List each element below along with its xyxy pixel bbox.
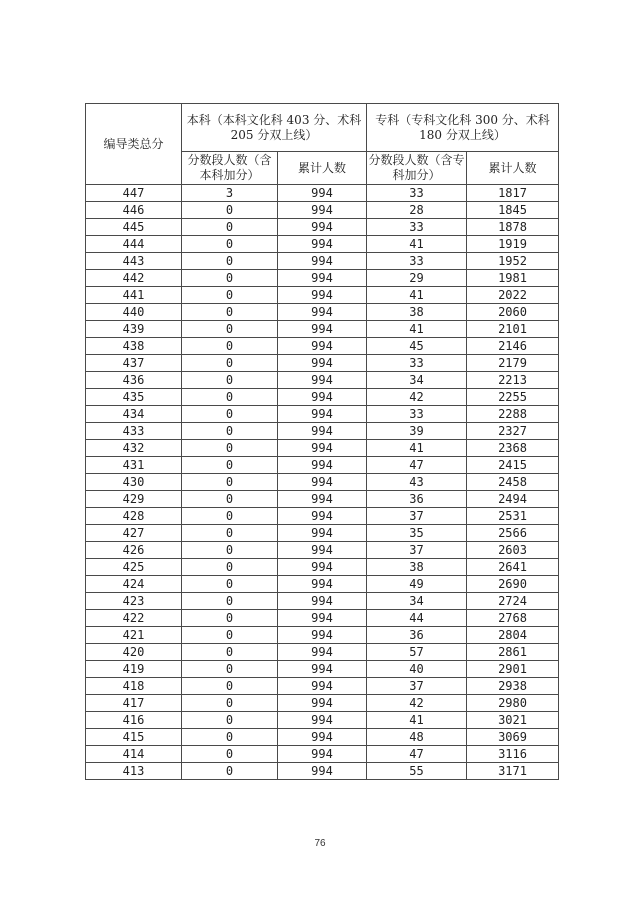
table-row: [86, 644, 559, 661]
college-segment-cell: 33: [367, 185, 467, 202]
undergrad-segment-cell: 0: [182, 746, 278, 763]
score-cell: 438: [86, 338, 182, 355]
undergrad-segment-cell: 0: [182, 525, 278, 542]
table-row: [86, 610, 559, 627]
undergrad-group-header: 本科（本科文化科 403 分、术科 205 分双上线）: [182, 104, 367, 152]
score-cell: 422: [86, 610, 182, 627]
table-row: [86, 491, 559, 508]
undergrad-segment-cell: 0: [182, 763, 278, 780]
undergrad-segment-cell: 0: [182, 542, 278, 559]
score-cell: 432: [86, 440, 182, 457]
college-group-header: 专科（专科文化科 300 分、术科 180 分双上线）: [367, 104, 559, 152]
college-cumulative-cell: 3069: [467, 729, 559, 746]
college-segment-cell: 41: [367, 440, 467, 457]
undergrad-segment-cell: 0: [182, 627, 278, 644]
undergrad-cumulative-cell: 994: [278, 746, 367, 763]
college-segment-cell: 29: [367, 270, 467, 287]
page-number: 76: [314, 838, 326, 849]
undergrad-cumulative-cell: 994: [278, 627, 367, 644]
undergrad-segment-cell: 0: [182, 236, 278, 253]
college-segment-cell: 42: [367, 695, 467, 712]
undergrad-segment-cell: 0: [182, 678, 278, 695]
table-row: [86, 185, 559, 202]
undergrad-segment-cell: 0: [182, 661, 278, 678]
table-row: [86, 542, 559, 559]
undergrad-segment-cell: 0: [182, 253, 278, 270]
undergrad-segment-cell: 0: [182, 491, 278, 508]
undergrad-cumulative-cell: 994: [278, 372, 367, 389]
college-segment-cell: 34: [367, 593, 467, 610]
score-cell: 444: [86, 236, 182, 253]
college-cumulative-cell: 2060: [467, 304, 559, 321]
college-segment-cell: 34: [367, 372, 467, 389]
college-segment-cell: 47: [367, 746, 467, 763]
college-segment-cell: 38: [367, 304, 467, 321]
undergrad-segment-cell: 0: [182, 372, 278, 389]
table-row: [86, 338, 559, 355]
undergrad-segment-cell: 0: [182, 610, 278, 627]
score-cell: 430: [86, 474, 182, 491]
undergrad-cumulative-cell: 994: [278, 236, 367, 253]
college-cumulative-cell: 2641: [467, 559, 559, 576]
undergrad-cumulative-cell: 994: [278, 304, 367, 321]
college-segment-cell: 49: [367, 576, 467, 593]
score-distribution-table: [85, 103, 559, 780]
score-cell: 413: [86, 763, 182, 780]
table-row: [86, 576, 559, 593]
undergrad-cumulative-cell: 994: [278, 729, 367, 746]
college-cumulative-cell: 1952: [467, 253, 559, 270]
undergrad-cumulative-cell: 994: [278, 610, 367, 627]
college-cumulative-cell: 2690: [467, 576, 559, 593]
table-row: [86, 202, 559, 219]
college-segment-cell: 47: [367, 457, 467, 474]
college-cumulative-cell: 2804: [467, 627, 559, 644]
college-cumulative-cell: 2494: [467, 491, 559, 508]
college-segment-cell: 36: [367, 491, 467, 508]
table-row: [86, 423, 559, 440]
college-segment-cell: 35: [367, 525, 467, 542]
undergrad-segment-cell: 0: [182, 338, 278, 355]
college-segment-cell: 37: [367, 542, 467, 559]
score-cell: 415: [86, 729, 182, 746]
college-cumulative-cell: 1845: [467, 202, 559, 219]
college-segment-cell: 41: [367, 712, 467, 729]
college-cumulative-cell: 1981: [467, 270, 559, 287]
college-cumulative-cell: 2531: [467, 508, 559, 525]
table-row: [86, 763, 559, 780]
college-cumulative-cell: 2368: [467, 440, 559, 457]
undergrad-cumulative-cell: 994: [278, 389, 367, 406]
score-cell: 416: [86, 712, 182, 729]
undergrad-cumulative-cell: 994: [278, 321, 367, 338]
college-cumulative-cell: 1817: [467, 185, 559, 202]
score-cell: 436: [86, 372, 182, 389]
undergrad-segment-cell: 0: [182, 406, 278, 423]
score-cell: 447: [86, 185, 182, 202]
score-cell: 445: [86, 219, 182, 236]
undergrad-cumulative-cell: 994: [278, 474, 367, 491]
college-cumulative-cell: 2022: [467, 287, 559, 304]
score-cell: 425: [86, 559, 182, 576]
college-cumulative-cell: 3021: [467, 712, 559, 729]
college-cumulative-cell: 3171: [467, 763, 559, 780]
table-row: [86, 389, 559, 406]
college-cumulative-cell: 2980: [467, 695, 559, 712]
table-row: [86, 729, 559, 746]
undergrad-segment-cell: 0: [182, 321, 278, 338]
undergrad-cumulative-cell: 994: [278, 508, 367, 525]
table-row: [86, 746, 559, 763]
undergrad-cumulative-cell: 994: [278, 712, 367, 729]
table-row: [86, 712, 559, 729]
college-cumulative-cell: 2288: [467, 406, 559, 423]
college-cumulative-cell: 2603: [467, 542, 559, 559]
undergrad-cumulative-cell: 994: [278, 661, 367, 678]
score-cell: 428: [86, 508, 182, 525]
undergrad-segment-cell: 0: [182, 457, 278, 474]
score-cell: 435: [86, 389, 182, 406]
undergrad-cumulative-cell: 994: [278, 593, 367, 610]
college-segment-cell: 36: [367, 627, 467, 644]
undergrad-cumulative-cell: 994: [278, 644, 367, 661]
undergrad-cumulative-cell: 994: [278, 695, 367, 712]
college-cumulative-cell: 2724: [467, 593, 559, 610]
undergrad-cumulative-cell: 994: [278, 525, 367, 542]
undergrad-segment-cell: 0: [182, 389, 278, 406]
undergrad-segment-cell: 0: [182, 287, 278, 304]
table-row: [86, 355, 559, 372]
college-cumulative-cell: 2566: [467, 525, 559, 542]
table-header-row: [86, 104, 559, 152]
undergrad-cumulative-cell: 994: [278, 542, 367, 559]
table-row: [86, 661, 559, 678]
college-segment-cell: 44: [367, 610, 467, 627]
undergrad-segment-cell: 0: [182, 474, 278, 491]
undergrad-segment-header: 分数段人数（含本科加分）: [182, 152, 278, 185]
college-segment-cell: 39: [367, 423, 467, 440]
college-segment-cell: 43: [367, 474, 467, 491]
undergrad-segment-cell: 0: [182, 355, 278, 372]
table-row: [86, 457, 559, 474]
score-cell: 440: [86, 304, 182, 321]
undergrad-segment-cell: 0: [182, 593, 278, 610]
score-cell: 424: [86, 576, 182, 593]
undergrad-cumulative-cell: 994: [278, 202, 367, 219]
undergrad-segment-cell: 0: [182, 644, 278, 661]
undergrad-cumulative-cell: 994: [278, 678, 367, 695]
table-row: [86, 627, 559, 644]
undergrad-cumulative-cell: 994: [278, 253, 367, 270]
undergrad-segment-cell: 0: [182, 576, 278, 593]
table-row: [86, 474, 559, 491]
college-segment-cell: 48: [367, 729, 467, 746]
college-segment-cell: 57: [367, 644, 467, 661]
college-cumulative-cell: 3116: [467, 746, 559, 763]
score-column-header: 编导类总分: [86, 104, 182, 185]
college-segment-cell: 37: [367, 508, 467, 525]
college-cumulative-cell: 2901: [467, 661, 559, 678]
college-segment-cell: 33: [367, 406, 467, 423]
undergrad-segment-cell: 0: [182, 304, 278, 321]
undergrad-cumulative-cell: 994: [278, 423, 367, 440]
score-cell: 431: [86, 457, 182, 474]
college-cumulative-cell: 2255: [467, 389, 559, 406]
score-cell: 437: [86, 355, 182, 372]
undergrad-segment-cell: 0: [182, 440, 278, 457]
college-cumulative-header: 累计人数: [467, 152, 559, 185]
college-segment-cell: 33: [367, 355, 467, 372]
college-segment-cell: 41: [367, 236, 467, 253]
college-segment-cell: 41: [367, 321, 467, 338]
score-cell: 442: [86, 270, 182, 287]
table-body: [86, 185, 559, 780]
undergrad-segment-cell: 0: [182, 559, 278, 576]
undergrad-cumulative-cell: 994: [278, 763, 367, 780]
score-cell: 423: [86, 593, 182, 610]
score-cell: 439: [86, 321, 182, 338]
college-segment-cell: 41: [367, 287, 467, 304]
score-cell: 419: [86, 661, 182, 678]
table-row: [86, 440, 559, 457]
college-cumulative-cell: 2415: [467, 457, 559, 474]
undergrad-cumulative-header: 累计人数: [278, 152, 367, 185]
college-cumulative-cell: 2938: [467, 678, 559, 695]
undergrad-cumulative-cell: 994: [278, 491, 367, 508]
college-cumulative-cell: 2179: [467, 355, 559, 372]
college-cumulative-cell: 2458: [467, 474, 559, 491]
table-row: [86, 559, 559, 576]
undergrad-segment-cell: 0: [182, 423, 278, 440]
college-segment-cell: 40: [367, 661, 467, 678]
college-segment-cell: 55: [367, 763, 467, 780]
table-row: [86, 678, 559, 695]
undergrad-cumulative-cell: 994: [278, 287, 367, 304]
college-segment-cell: 45: [367, 338, 467, 355]
college-segment-cell: 38: [367, 559, 467, 576]
score-cell: 433: [86, 423, 182, 440]
undergrad-segment-cell: 0: [182, 729, 278, 746]
table-row: [86, 219, 559, 236]
undergrad-cumulative-cell: 994: [278, 338, 367, 355]
score-cell: 420: [86, 644, 182, 661]
table-row: [86, 287, 559, 304]
table-row: [86, 270, 559, 287]
score-cell: 418: [86, 678, 182, 695]
score-cell: 426: [86, 542, 182, 559]
college-segment-cell: 28: [367, 202, 467, 219]
undergrad-cumulative-cell: 994: [278, 219, 367, 236]
college-cumulative-cell: 2213: [467, 372, 559, 389]
score-cell: 417: [86, 695, 182, 712]
college-cumulative-cell: 2327: [467, 423, 559, 440]
undergrad-cumulative-cell: 994: [278, 406, 367, 423]
undergrad-cumulative-cell: 994: [278, 559, 367, 576]
score-cell: 441: [86, 287, 182, 304]
undergrad-segment-cell: 0: [182, 695, 278, 712]
table-row: [86, 593, 559, 610]
score-cell: 414: [86, 746, 182, 763]
college-cumulative-cell: 2768: [467, 610, 559, 627]
college-segment-cell: 42: [367, 389, 467, 406]
college-segment-header: 分数段人数（含专科加分）: [367, 152, 467, 185]
undergrad-cumulative-cell: 994: [278, 185, 367, 202]
college-cumulative-cell: 2146: [467, 338, 559, 355]
undergrad-cumulative-cell: 994: [278, 355, 367, 372]
score-cell: 443: [86, 253, 182, 270]
undergrad-segment-cell: 0: [182, 508, 278, 525]
table-row: [86, 525, 559, 542]
undergrad-cumulative-cell: 994: [278, 270, 367, 287]
undergrad-segment-cell: 3: [182, 185, 278, 202]
score-cell: 427: [86, 525, 182, 542]
college-segment-cell: 37: [367, 678, 467, 695]
score-cell: 434: [86, 406, 182, 423]
table-row: [86, 253, 559, 270]
undergrad-segment-cell: 0: [182, 712, 278, 729]
college-cumulative-cell: 2101: [467, 321, 559, 338]
undergrad-cumulative-cell: 994: [278, 440, 367, 457]
score-cell: 446: [86, 202, 182, 219]
college-segment-cell: 33: [367, 253, 467, 270]
table-row: [86, 304, 559, 321]
college-cumulative-cell: 1878: [467, 219, 559, 236]
college-cumulative-cell: 1919: [467, 236, 559, 253]
college-segment-cell: 33: [367, 219, 467, 236]
table-row: [86, 406, 559, 423]
undergrad-cumulative-cell: 994: [278, 457, 367, 474]
table-row: [86, 372, 559, 389]
table-row: [86, 508, 559, 525]
undergrad-segment-cell: 0: [182, 270, 278, 287]
table-row: [86, 695, 559, 712]
score-cell: 429: [86, 491, 182, 508]
score-cell: 421: [86, 627, 182, 644]
table-row: [86, 236, 559, 253]
college-cumulative-cell: 2861: [467, 644, 559, 661]
undergrad-cumulative-cell: 994: [278, 576, 367, 593]
undergrad-segment-cell: 0: [182, 202, 278, 219]
table-row: [86, 321, 559, 338]
undergrad-segment-cell: 0: [182, 219, 278, 236]
